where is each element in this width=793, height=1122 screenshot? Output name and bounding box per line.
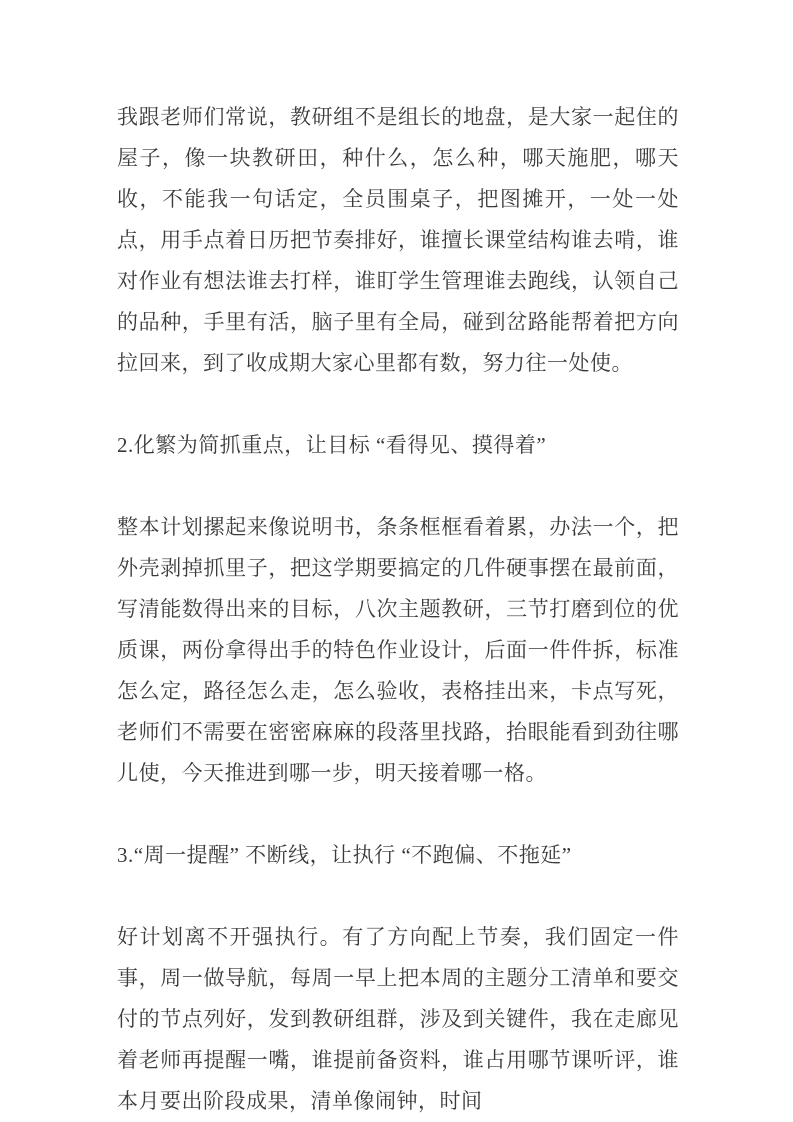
section-heading-3: 3.“周一提醒” 不断线，让执行 “不跑偏、不拖延” bbox=[117, 843, 572, 867]
paragraph-section3-body: 好计划离不开强执行。有了方向配上节奏，我们固定一件事，周一做导航，每周一早上把本周的主题分工清单和要交付的节点列好，发到教研组群，涉及到关键件，我在走廊见着老师再提醒一嘴，谁提前备资料，谁占用哪节课听评，谁本月要出阶段成果，清单像闹钟，时间 bbox=[117, 925, 679, 1113]
section-heading-2: 2.化繁为简抓重点，让目标 “看得见、摸得着” bbox=[117, 433, 547, 457]
paragraph-section2-body: 整本计划摞起来像说明书，条条框框看着累，办法一个，把外壳剥掉抓里子，把这学期要搞定的几件硬事摆在最前面，写清能数得出来的目标，八次主题教研，三节打磨到位的优质课，两份拿得出手的特色作业设计，后面一件件拆，标准怎么定，路径怎么走，怎么验收，表格挂出来，卡点写死，老师们不需要在密密麻麻的段落里找路，抬眼能看到劲往哪儿使，今天推进到哪一步，明天接着哪一格。 bbox=[117, 515, 679, 785]
document-content bbox=[117, 97, 679, 1122]
paragraph-section1-body: 我跟老师们常说，教研组不是组长的地盘，是大家一起住的屋子，像一块教研田，种什么，怎么种，哪天施肥，哪天收，不能我一句话定，全员围桌子，把图摊开，一处一处点，用手点着日历把节奏排好，谁擅长课堂结构谁去啃，谁对作业有想法谁去打样，谁盯学生管理谁去跑线，认领自己的品种，手里有活，脑子里有全局，碰到岔路能帮着把方向拉回来，到了收成期大家心里都有数，努力往一处使。 bbox=[117, 105, 679, 375]
